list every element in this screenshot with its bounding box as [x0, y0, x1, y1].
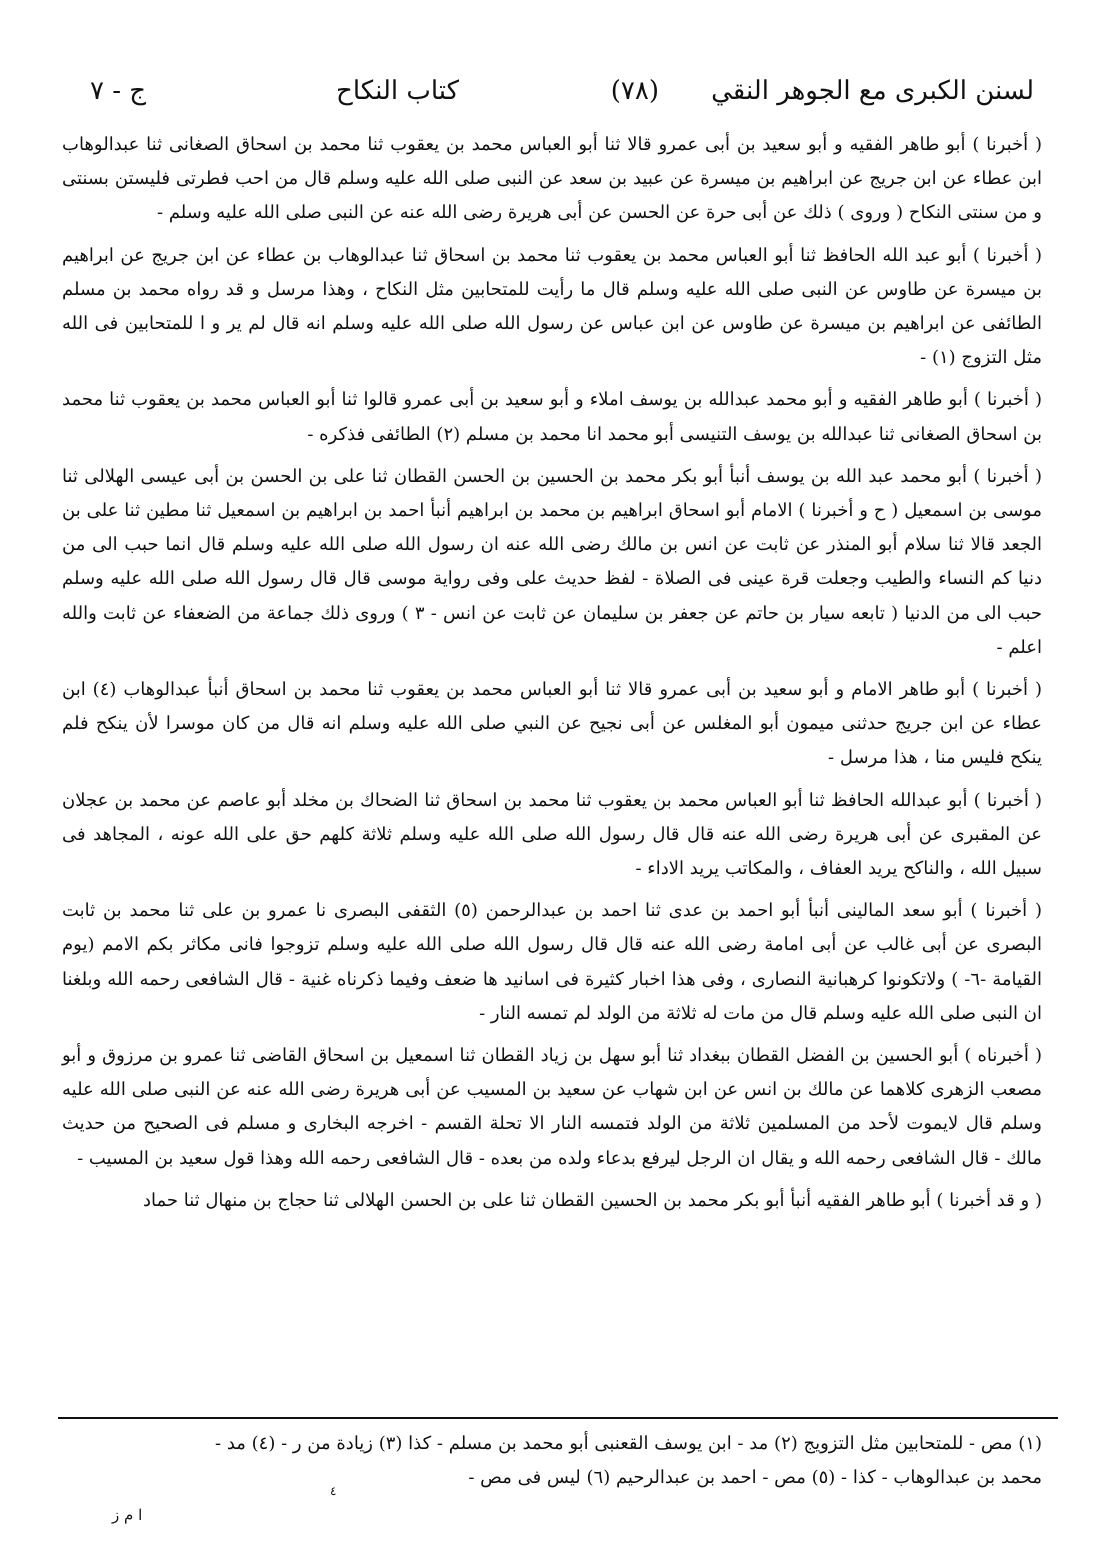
- footnotes: [62, 1427, 1042, 1495]
- margin-note: ا م ز: [112, 1506, 143, 1524]
- hadith-paragraph: ( أخبرناه ) أبو الحسين بن الفضل القطان ببغداد ثنا أبو سهل بن زياد القطان ثنا اسمعيل بن اسحاق القاضى ثنا عمرو بن مرزوق و أبو مصعب الزهرى كلاهما عن مالك بن انس عن ابن شهاب عن سعيد بن المسيب عن أبى هريرة رضى الله عنه عن النبى صلى الله عليه وسلم قال لايموت لأحد من المسلمين ثلاثة من الولد فتمسه النار الا تحلة القسم - اخرجه البخارى و مسلم فى الصحيح من حديث مالك - قال الشافعى رحمه الله و يقال ان الرجل ليرفع بدعاء ولده من بعده - قال الشافعى رحمه الله وهذا قول سعيد بن المسيب -: [62, 1045, 1042, 1169]
- small-mark: ٤: [330, 1484, 337, 1498]
- hadith-paragraph: ( أخبرنا ) أبو طاهر الفقيه و أبو محمد عبدالله بن يوسف املاء و أبو سعيد بن أبى عمرو قالوا ثنا أبو العباس محمد بن يعقوب ثنا محمد بن اسحاق الصغانى ثنا عبدالله بن يوسف التنيسى أبو محمد انا محمد بن مسلم (٢) الطائفى فذكره -: [62, 389, 1042, 445]
- hadith-paragraph: ( أخبرنا ) أبو طاهر الفقيه و أبو سعيد بن أبى عمرو قالا ثنا أبو العباس محمد بن يعقوب ثنا محمد بن اسحاق الصغانى ثنا عبدالوهاب ابن عطاء عن ابن جريج عن ابراهيم بن ميسرة عن عبيد بن سعد عن النبى صلى الله عليه وسلم قال من احب فطرتى فليستن بسنتى و من سنتى النكاح ( وروى ) ذلك عن أبى حرة عن الحسن عن أبى هريرة رضى الله عنه عن النبى صلى الله عليه وسلم -: [62, 134, 1042, 224]
- hadith-paragraph: ( و قد أخبرنا ) أبو طاهر الفقيه أنبأ أبو بكر محمد بن الحسين القطان ثنا على بن الحسن الهلالى ثنا حجاج بن منهال ثنا حماد: [142, 1189, 1042, 1211]
- hadith-paragraph: ( أخبرنا ) أبو طاهر الامام و أبو سعيد بن أبى عمرو قالا ثنا أبو العباس محمد بن يعقوب ثنا محمد بن اسحاق أنبأ عبدالوهاب (٤) ابن عطاء عن ابن جريج حدثنى ميمون أبو المغلس عن أبى نجيح عن النبي صلى الله عليه وسلم انه قال من كان موسرا لأن ينكح فلم ينكح فليس منا ، هذا مرسل -: [62, 679, 1042, 769]
- footnote-line: (١) مص - للمتحابين مثل التزويج (٢) مد - ابن يوسف القعنبى أبو محمد بن مسلم - كذا (٣) زيادة من ر - (٤) مد -: [215, 1433, 1042, 1454]
- page-number: (٧٨): [610, 76, 659, 106]
- main-text: [62, 128, 1042, 1226]
- footnote-line: محمد بن عبدالوهاب - كذا - (٥) مص - احمد بن عبدالرحيم (٦) ليس فى مص -: [468, 1467, 1042, 1488]
- chapter-title: كتاب النكاح: [336, 76, 459, 106]
- hadith-paragraph: ( أخبرنا ) أبو عبدالله الحافظ ثنا أبو العباس محمد بن يعقوب ثنا محمد بن اسحاق ثنا الضحاك بن مخلد أبو عاصم عن محمد بن عجلان عن المقبرى عن أبى هريرة رضى الله عنه قال قال رسول الله صلى الله عليه وسلم ثلاثة كلهم حق على الله عونه ، المجاهد فى سبيل الله ، والناكح يريد العفاف ، والمكاتب يريد الاداء -: [62, 789, 1042, 880]
- book-title: لسنن الكبرى مع الجوهر النقي: [711, 76, 1034, 106]
- hadith-paragraph: ( أخبرنا ) أبو سعد المالينى أنبأ أبو احمد بن عدى ثنا احمد بن عبدالرحمن (٥) الثقفى البصرى نا عمرو بن على ثنا محمد بن ثابت البصرى عن أبى غالب عن أبى امامة رضى الله عنه قال قال رسول الله صلى الله عليه وسلم تزوجوا فانى مكاثر بكم الامم (يوم القيامة -٦- ) ولاتكونوا كرهبانية النصارى ، وفى هذا اخبار كثيرة فى اسانيد ها ضعف وفيما ذكرناه غنية - قال الشافعى رحمه الله وبلغنا ان النبى صلى الله عليه وسلم قال من مات له ثلاثة من الولد لم تمسه النار -: [62, 900, 1042, 1024]
- hadith-paragraph: ( أخبرنا ) أبو محمد عبد الله بن يوسف أنبأ أبو بكر محمد بن الحسين بن الحسن القطان ثنا على بن الحسن بن أبى عيسى الهلالى ثنا موسى بن اسمعيل ( ح و أخبرنا ) الامام أبو اسحاق ابراهيم بن محمد بن ابراهيم أنبأ احمد بن ابراهيم بن اسمعيل ثنا مطين ثنا على بن الجعد قالا ثنا سلام أبو المنذر عن ثابت عن انس بن مالك رضى الله عنه ان رسول الله صلى الله عليه وسلم قال انما حبب الى من دنيا كم النساء والطيب وجعلت قرة عينى فى الصلاة - لفظ حديث على وفى رواية موسى قال قال رسول الله صلى الله عليه وسلم حبب الى من الدنيا ( تابعه سيار بن حاتم عن جعفر بن سليمان عن ثابت عن انس - ٣ ) وروى ذلك جماعة من الضعفاء عن ثابت والله اعلم -: [62, 465, 1042, 658]
- hadith-paragraph: ( أخبرنا ) أبو عبد الله الحافظ ثنا أبو العباس محمد بن يعقوب ثنا محمد بن اسحاق ثنا عبدالوهاب بن عطاء عن ابن جريج عن ابراهيم بن ميسرة عن طاوس عن النبى صلى الله عليه وسلم قال ما رأيت للمتحابين مثل النكاح ، وهذا مرسل و قد رواه محمد بن مسلم الطائفى عن ابراهيم بن ميسرة عن طاوس عن ابن عباس عن رسول الله صلى الله عليه وسلم انه قال لم ير و ا للمتحابين فى الله مثل التزوج (١) -: [62, 244, 1042, 369]
- volume-label: ج - ٧: [90, 76, 147, 106]
- footnote-divider: [58, 1417, 1058, 1419]
- page-header: [70, 72, 1034, 120]
